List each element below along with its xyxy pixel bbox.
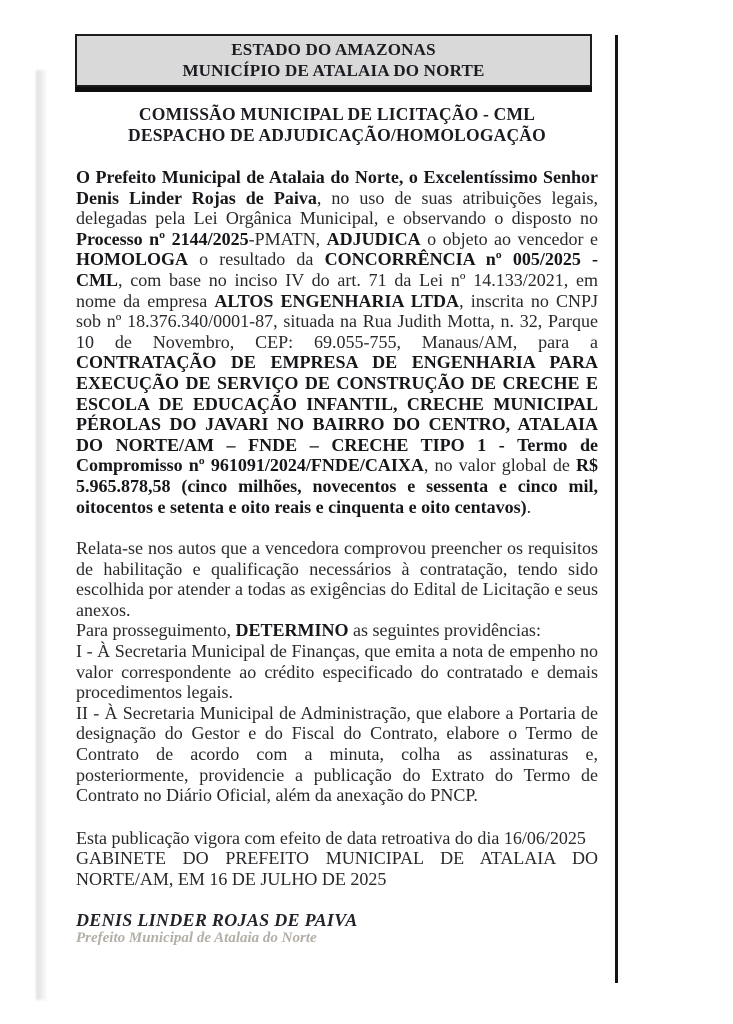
scan-edge-shadow [36,70,48,1000]
list-item-2: II - À Secretaria Municipal de Administração, que elabore a Portaria de designação do Gestor e do Fiscal do Contrato, elabore o Termo de Contrato de acordo com a minuta, colha as assinaturas e, posteriormente, providencie a publicação do Extrato do Termo de Contrato no Diário Oficial, além da anexação do PNCP. [76,702,598,806]
paragraph-gabinete: GABINETE DO PREFEITO MUNICIPAL DE ATALAIA DO NORTE/AM, EM 16 DE JULHO DE 2025 [76,848,598,889]
document-body [76,167,598,947]
page-border-line [615,35,618,983]
signature-role-clipped [76,930,598,947]
paragraph-retroactive-date: Esta publicação vigora com efeito de data retroativa do dia 16/06/2025 [76,827,586,848]
paragraph-determino: Para prosseguimento, DETERMINO as seguintes providências: [76,620,541,641]
signature-role-text: Prefeito Municipal de Atalaia do Norte [76,930,317,947]
letterhead-line1: ESTADO DO AMAZONAS [231,40,436,59]
letterhead-box [75,34,592,87]
document-title-line2: DESPACHO DE ADJUDICAÇÃO/HOMOLOGAÇÃO [128,125,546,145]
list-item-1: I - À Secretaria Municipal de Finanças, que emita a nota de empenho no valor correspondente ao crédito especificado do contratado e demais procedimentos legais. [76,641,598,703]
document-title [76,104,598,146]
paragraph-relata: Relata-se nos autos que a vencedora comprovou preencher os requisitos de habilitação e qualificação necessários à contratação, tendo sido escolhida por atender a todas as exigências do Edital de Licitação e seus anexos. [76,538,598,620]
signature-name: DENIS LINDER ROJAS DE PAIVA [76,909,358,930]
letterhead-line2: MUNICÍPIO DE ATALAIA DO NORTE [182,61,485,80]
document-title-line1: COMISSÃO MUNICIPAL DE LICITAÇÃO - CML [138,104,536,124]
paragraph-adjudication: O Prefeito Municipal de Atalaia do Norte, o Excelentíssimo Senhor Denis Linder Rojas de Paiva, no uso de suas atribuições legais, delegadas pela Lei Orgânica Municipal, e observando o disposto no Processo nº 2144/2025-PMATN, ADJUDICA o objeto ao vencedor e HOMOLOGA o resultado da CONCORRÊNCIA nº 005/2025 - CML, com base no inciso IV do art. 71 da Lei nº 14.133/2021, em nome da empresa ALTOS ENGENHARIA LTDA, inscrita no CNPJ sob nº 18.376.340/0001-87, situada na Rua Judith Motta, n. 32, Parque 10 de Novembro, CEP: 69.055-755, Manaus/AM, para a CONTRATAÇÃO DE EMPRESA DE ENGENHARIA PARA EXECUÇÃO DE SERVIÇO DE CONSTRUÇÃO DE CRECHE E ESCOLA DE EDUCAÇÃO INFANTIL, CRECHE MUNICIPAL PÉROLAS DO JAVARI NO BAIRRO DO CENTRO, ATALAIA DO NORTE/AM – FNDE – CRECHE TIPO 1 - Termo de Compromisso nº 961091/2024/FNDE/CAIXA, no valor global de R$ 5.965.878,58 (cinco milhões, novecentos e sessenta e cinco mil, oitocentos e setenta e oito reais e cinquenta e oito centavos). [76,167,598,517]
